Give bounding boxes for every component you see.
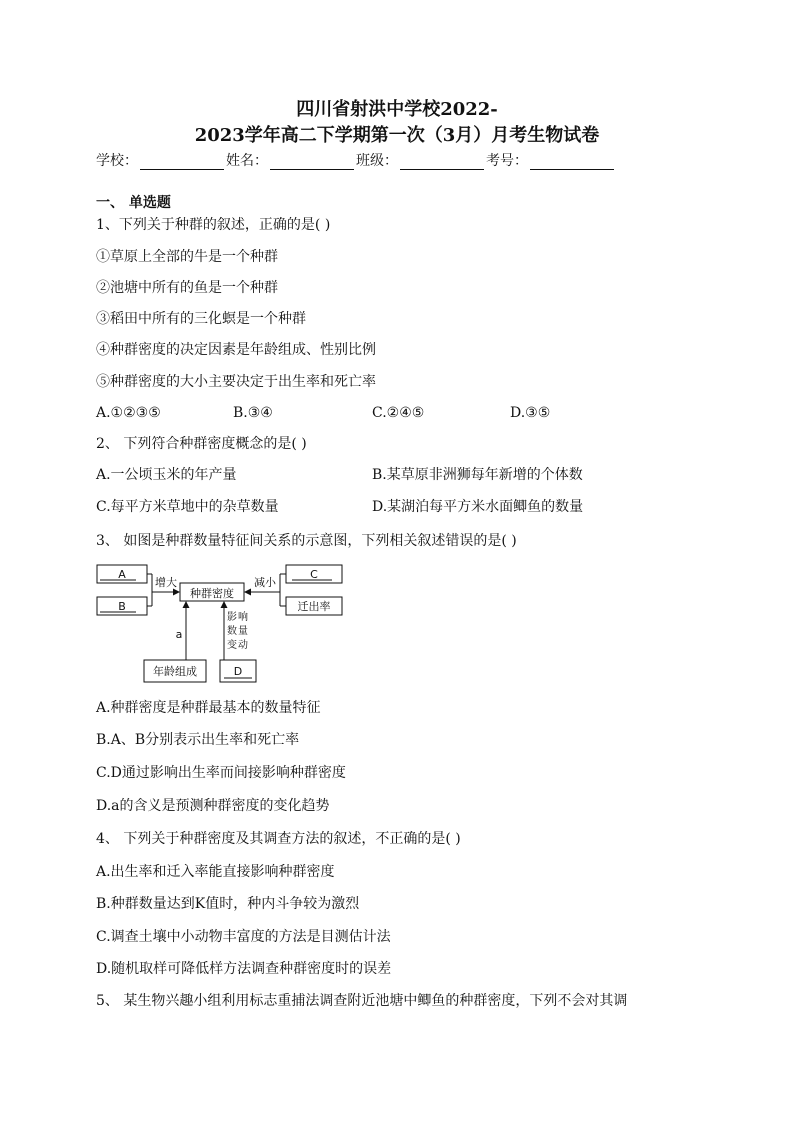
class-label: 班级：: [356, 153, 398, 169]
exam-number-label: 考号：: [486, 153, 528, 169]
diagram-label-a: A: [118, 568, 126, 581]
diagram-label-center: 种群密度: [190, 587, 234, 600]
question-2-stem: 2、 下列符合种群密度概念的是( ): [96, 436, 307, 452]
question-1-statement-1: ①草原上全部的牛是一个种群: [96, 249, 278, 265]
question-1-stem: 1、下列关于种群的叙述，正确的是( ): [96, 217, 331, 233]
question-4-stem: 4、 下列关于种群密度及其调查方法的叙述，不正确的是( ): [96, 831, 461, 847]
diagram-label-decrease: 减小: [254, 576, 276, 589]
question-2-option-b[interactable]: B.某草原非洲狮每年新增的个体数: [372, 467, 583, 483]
population-diagram-svg: [96, 562, 356, 692]
diagram-label-age: 年龄组成: [153, 665, 197, 678]
question-3-option-b[interactable]: B.A、B分别表示出生率和死亡率: [96, 732, 300, 748]
question-1-statement-2: ②池塘中所有的鱼是一个种群: [96, 280, 278, 296]
diagram-label-increase: 增大: [155, 576, 177, 589]
question-3-option-d[interactable]: D.a的含义是预测种群密度的变化趋势: [96, 798, 330, 814]
question-4-option-a[interactable]: A.出生率和迁入率能直接影响种群密度: [96, 864, 335, 880]
diagram-influence-6: 动: [238, 640, 248, 651]
diagram-label-arrow-a: a: [175, 628, 183, 641]
diagram-influence-5: 变: [227, 640, 237, 651]
question-2-option-a[interactable]: A.一公顷玉米的年产量: [96, 467, 237, 483]
question-1-option-d[interactable]: D.③⑤: [510, 405, 551, 421]
exam-title-line-1: 四川省射洪中学校2022-: [296, 99, 498, 120]
question-1-statement-3: ③稻田中所有的三化螟是一个种群: [96, 311, 306, 327]
question-1-option-c[interactable]: C.②④⑤: [372, 405, 425, 421]
diagram-label-emigration: 迁出率: [297, 600, 331, 613]
section-title: 一、 单选题: [96, 195, 171, 211]
question-1-statement-4: ④种群密度的决定因素是年龄组成、性别比例: [96, 342, 376, 358]
diagram-influence-3: 数: [227, 626, 237, 637]
student-info-row: [96, 150, 736, 170]
class-blank[interactable]: [400, 153, 484, 170]
question-5-stem: 5、 某生物兴趣小组利用标志重捕法调查附近池塘中鲫鱼的种群密度，下列不会对其调: [96, 993, 628, 1009]
question-1-statement-5: ⑤种群密度的大小主要决定于出生率和死亡率: [96, 374, 376, 390]
diagram-influence-1: 影: [227, 612, 237, 623]
question-1-option-a[interactable]: A.①②③⑤: [96, 405, 161, 421]
question-4-option-b[interactable]: B.种群数量达到K值时，种内斗争较为激烈: [96, 896, 360, 912]
population-diagram: [96, 562, 356, 692]
question-4-option-c[interactable]: C.调查土壤中小动物丰富度的方法是目测估计法: [96, 929, 391, 945]
school-label: 学校：: [96, 153, 138, 169]
question-2-option-d[interactable]: D.某湖泊每平方米水面鲫鱼的数量: [372, 499, 584, 515]
question-3-option-c[interactable]: C.D通过影响出生率而间接影响种群密度: [96, 765, 346, 781]
name-blank[interactable]: [270, 153, 354, 170]
question-1-option-b[interactable]: B.③④: [233, 405, 273, 421]
diagram-influence-4: 量: [238, 626, 248, 637]
diagram-label-d: D: [233, 665, 243, 678]
name-label: 姓名：: [226, 153, 268, 169]
exam-title-line-2: 2023学年高二下学期第一次（3月）月考生物试卷: [194, 125, 600, 146]
question-3-stem: 3、 如图是种群数量特征间关系的示意图，下列相关叙述错误的是( ): [96, 533, 517, 549]
exam-number-blank[interactable]: [530, 153, 614, 170]
diagram-label-b: B: [118, 600, 126, 613]
diagram-influence-2: 响: [238, 612, 248, 623]
question-3-option-a[interactable]: A.种群密度是种群最基本的数量特征: [96, 700, 321, 716]
question-2-option-c[interactable]: C.每平方米草地中的杂草数量: [96, 499, 279, 515]
diagram-label-c: C: [310, 568, 318, 581]
question-4-option-d[interactable]: D.随机取样可降低样方法调查种群密度时的误差: [96, 961, 392, 977]
school-blank[interactable]: [140, 153, 224, 170]
